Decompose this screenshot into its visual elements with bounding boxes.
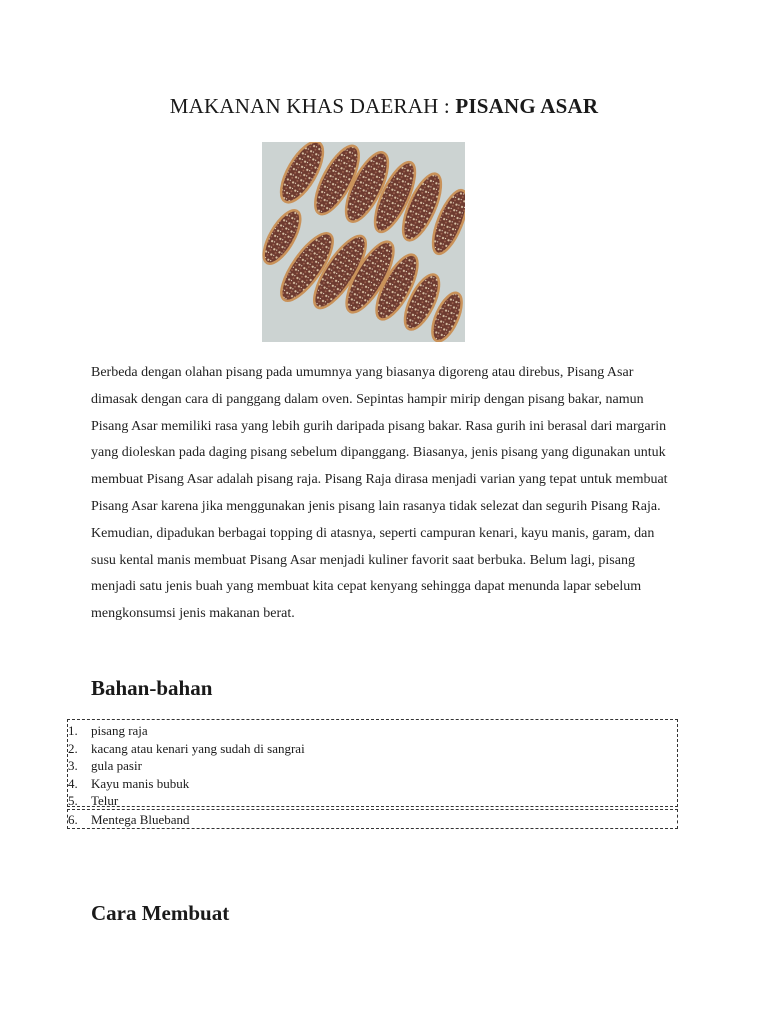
item-number: 4. [68, 775, 78, 791]
page-title [0, 94, 768, 119]
intro-paragraph [91, 360, 681, 628]
intro-text: Berbeda dengan olahan pisang pada umumnya yang biasanya digoreng atau direbus, Pisang Asar dimasak dengan cara di panggang dalam oven. Sepintas hampir mirip dengan pisang bakar, namun Pisang Asar memiliki rasa yang lebih gurih daripada pisang bakar. Rasa gurih ini berasal dari margarin yang dioleskan pada daging pisang sebelum dipanggang. Biasanya, jenis pisang yang digunakan untuk membuat Pisang Asar adalah pisang raja. Pisang Raja dirasa menjadi varian yang tepat untuk membuat Pisang Asar karena jika menggunakan jenis pisang lain rasanya tidak selezat dan segurih Pisang Raja. Kemudian, dipadukan berbagai topping di atasnya, seperti campuran kenari, kayu manis, garam, dan susu kental manis membuat Pisang Asar menjadi kuliner favorit saat berbuka. Belum lagi, pisang menjadi satu jenis buah yang membuat kita cepat kenyang sehingga dapat menunda lapar sebelum mengkonsumsi jenis makanan berat. [91, 365, 668, 622]
item-number: 5. [68, 793, 78, 808]
ingredients-list [67, 719, 678, 807]
item-text: pisang raja [91, 723, 148, 738]
item-number: 6. [68, 812, 78, 827]
item-text: Mentega Blueband [91, 812, 190, 827]
title-regular: MAKANAN KHAS DAERAH : [169, 94, 456, 118]
banana-tray-illustration [262, 142, 465, 342]
baked-banana-photo [262, 142, 465, 342]
item-text: gula pasir [91, 758, 142, 773]
item-text: Telur [91, 793, 119, 808]
item-number: 1. [68, 723, 78, 738]
item-text: kacang atau kenari yang sudah di sangrai [91, 740, 305, 756]
ingredients-list-last [67, 809, 678, 829]
title-bold: PISANG ASAR [455, 94, 599, 118]
method-heading: Cara Membuat [91, 901, 230, 925]
item-number: 2. [68, 740, 78, 756]
item-text: Kayu manis bubuk [91, 775, 190, 791]
item-number: 3. [68, 758, 78, 773]
ingredients-heading: Bahan-bahan [91, 676, 213, 700]
